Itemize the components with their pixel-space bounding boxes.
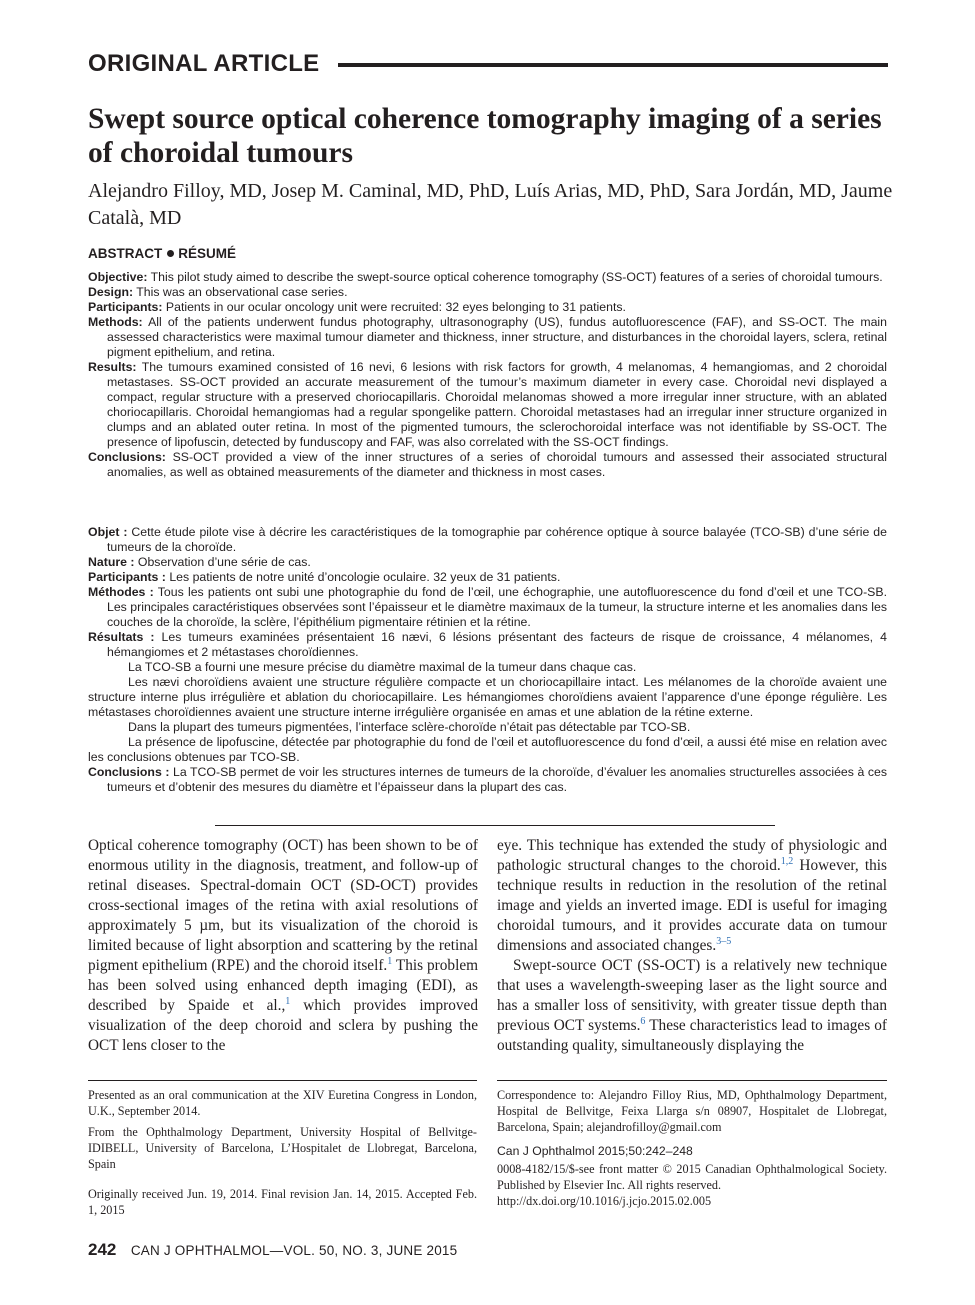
abstract-results [88,360,887,450]
abstract-heading [88,246,236,261]
abstract-text: This pilot study aimed to describe the swept-source optical coherence tomography (SS-OCT) features of a series of choroidal tumours. [147,270,883,284]
page-number: 242 [88,1240,117,1259]
footnotes-right [497,1087,887,1214]
article-title: Swept source optical coherence tomography imaging of a series of choroidal tumours [88,103,882,169]
copyright-note: 0008-4182/15/$-see front matter © 2015 Canadian Ophthalmological Society. Published by Elsevier Inc. All rights reserved. [497,1162,887,1192]
abstract-label: Conclusions: [88,450,166,464]
abstract-heading-fr: RÉSUMÉ [178,246,237,261]
resume-resultats-cont [88,720,887,735]
resume-text: Tous les patients ont subi une photographie du fond de l’œil, une échographie, une autofluorescence du fond d’œil et une TCO-SB. Les principales caractéristiques observées sont l’épaisseur et le diamètre maximaux de la tumeur, la structure interne et les anomalies dans les couches de la choroïde, la sclère, l’épithélium pigmentaire rétinien et la rétine. [107,585,887,629]
abstract-text: Patients in our ocular oncology unit were recruited: 32 eyes belonging to 31 patients. [162,300,626,314]
body-paragraph [88,836,478,1056]
resume-conclusions [88,765,887,795]
abstract-label: Results: [88,360,137,374]
correspondence-note: Correspondence to: Alejandro Filloy Rius, MD, Ophthalmology Department, Hospital de Bellvitge, Feixa Llarga s/n 08907, Hospitalet de Llobregat, Barcelona, Spain; alejandrofilloy@gmail.com [497,1088,887,1134]
resume-text: Observation d’une série de cas. [134,555,311,569]
bullet-icon [167,250,174,257]
reference-link[interactable]: 1 [285,995,291,1007]
citation: Can J Ophthalmol 2015;50:242–248 [497,1144,693,1158]
body-column-left [88,836,478,1056]
abstract-french [88,525,887,795]
body-text: However, this technique results in reduction in the resolution of the retinal image and yields an inverted image. EDI is useful for imaging choroidal tumours, and it provides accurate data on tumour dimensions and associated changes. [497,857,887,954]
resume-objet [88,525,887,555]
resume-methodes [88,585,887,630]
reference-link[interactable]: 6 [640,1015,646,1027]
resume-label: Méthodes : [88,585,154,599]
resume-nature [88,555,887,570]
presented-note: Presented as an oral communication at the XIV Euretina Congress in London, U.K., September 2014. [88,1088,477,1118]
body-column-right [497,836,887,1056]
abstract-text: SS-OCT provided a view of the inner structures of a series of choroidal tumours and assessed their associated structural anomalies, as well as obtained measurements of the diameter and thickness in most cases. [107,450,887,479]
footnote-rule [88,1080,477,1081]
resume-text: Les tumeurs examinées présentaient 16 nævi, 6 lésions présentant des facteurs de risque de croissance, 4 mélanomes, 4 hémangiomes et 2 métastases choroïdiennes. [107,630,887,659]
body-paragraph [497,956,887,1056]
section-rule [338,63,888,67]
footnote-rule [497,1080,887,1081]
abstract-participants [88,300,887,315]
abstract-conclusions [88,450,887,480]
body-text: These characteristics lead to images of outstanding quality, simultaneously displaying the [497,1017,887,1054]
body-text: which provides improved visualization of the deep choroid and sclera by pushing the OCT lens closer to the [88,997,478,1054]
resume-text: La TCO-SB a fourni une mesure précise du diamètre maximal de la tumeur dans chaque cas. [128,660,637,674]
resume-resultats [88,630,887,660]
body-text: Optical coherence tomography (OCT) has been shown to be of enormous utility in the diagnosis, treatment, and follow-up of retinal diseases. Spectral-domain OCT (SD-OCT) provides cross-sectional images of the retina with axial resolutions of approximately 5 µm, but its visualization of the choroid is limited because of light absorption and scattering by the retinal pigment epithelium (RPE) and the choroid itself. [88,837,478,974]
abstract-text: All of the patients underwent fundus photography, ultrasonography (US), fundus autofluorescence (FAF), and SS-OCT. The main assessed characteristics were maximal tumour diameter and thickness, inner structure, and disturbances in the choroidal layers, sclera, retinal pigment epithelium, and retina. [107,315,887,359]
resume-text: Cette étude pilote vise à décrire les caractéristiques de la tomographie par cohérence optique à source balayée (TCO-SB) d’une série de tumeurs de la choroïde. [107,525,887,554]
affiliation-note: From the Ophthalmology Department, University Hospital of Bellvitge-IDIBELL, University of Barcelona, L’Hospitalet de Llobregat, Barcelona, Spain [88,1125,477,1171]
resume-text: La présence de lipofuscine, détectée par photographie du fond de l’œil et autofluorescence du fond d’œil, a aussi été mise en relation avec les conclusions obtenues par TCO-SB. [88,735,887,764]
resume-text: Les patients de notre unité d’oncologie oculaire. 32 yeux de 31 patients. [165,570,561,584]
abstract-heading-en: ABSTRACT [88,246,163,261]
resume-resultats-cont [88,675,887,720]
resume-participants [88,570,887,585]
body-text: This problem has been solved using enhanced depth imaging (EDI), as described by Spaide et al., [88,957,479,1014]
abstract-label: Design: [88,285,134,299]
resume-label: Conclusions : [88,765,170,779]
author-list: Alejandro Filloy, MD, Josep M. Caminal, MD, PhD, Luís Arias, MD, PhD, Sara Jordán, MD, Jaume Català, MD [88,180,893,229]
body-paragraph [497,836,887,956]
reference-link[interactable]: 1,2 [780,855,794,867]
abstract-label: Participants: [88,300,163,314]
resume-resultats-cont [88,735,887,765]
abstract-label: Objective: [88,270,148,284]
reference-link[interactable]: 3–5 [716,935,732,947]
received-note: Originally received Jun. 19, 2014. Final revision Jan. 14, 2015. Accepted Feb. 1, 2015 [88,1187,477,1217]
resume-text: Les nævi choroïdiens avaient une structure régulière compacte et un choriocapillaire intact. Les mélanomes de la choroïde avaient une structure interne plus irrégulière et ablation du choriocapillaire. Les hémangiomes choroïdiens avaient l’apparence d’une éponge régulière. Les métastases choroïdiennes avaient une structure interne irrégulière organisée en amas et une ablation de la rétine externe. [88,675,887,719]
abstract-text: The tumours examined consisted of 16 nevi, 6 lesions with risk factors for growth, 4 melanomas, 4 hemangiomas, and 2 choroidal metastases. SS-OCT provided an accurate measurement of the tumour’s maximum diameter in every case. Choroidal nevi displayed a compact, regular structure with a preserved choriocapillaris. Choroidal melanomas showed a more irregular inner structure, with an ablated choriocapillaris. Choroidal hemangiomas had a regular spongelike pattern. Choroidal metastases had an irregular inner structure organized in clumps and an ablated outer retina. In most of the pigmented tumours, the sclerochoroidal interface was not identifiable by SS-OCT. The presence of lipofuscin, detected by funduscopy and FAF, was also correlated with the SS-OCT findings. [107,360,887,449]
journal-info: CAN J OPHTHALMOL—VOL. 50, NO. 3, JUNE 2015 [130,1243,458,1258]
resume-label: Objet : [88,525,128,539]
abstract-design [88,285,887,300]
abstract-methods [88,315,887,360]
section-header [88,50,888,80]
abstract-divider [215,825,775,826]
resume-label: Nature : [88,555,135,569]
resume-text: Dans la plupart des tumeurs pigmentées, l’interface sclère-choroïde n’était pas détectable par TCO-SB. [128,720,691,734]
body-text: Swept-source OCT (SS-OCT) is a relatively new technique that uses a wavelength-sweeping laser as the light source and has a smaller loss of sensitivity, with greater tissue depth than previous OCT systems. [497,957,887,1034]
body-text: eye. This technique has extended the study of physiologic and pathologic structural changes to the choroid. [497,837,887,874]
abstract-text: This was an observational case series. [133,285,348,299]
abstract-label: Methods: [88,315,143,329]
resume-resultats-cont [88,660,887,675]
page-footer [88,1240,457,1260]
abstract-english [88,270,887,480]
doi-link[interactable]: http://dx.doi.org/10.1016/j.jcjo.2015.02.005 [497,1194,712,1208]
section-label: ORIGINAL ARTICLE [88,50,320,77]
resume-text: La TCO-SB permet de voir les structures internes de tumeurs de la choroïde, d’évaluer les anomalies structurelles associées à ces tumeurs et d’obtenir des mesures du diamètre et l’épaisseur dans la plupart des cas. [107,765,887,794]
abstract-objective [88,270,887,285]
footnotes-left [88,1087,477,1223]
resume-label: Résultats : [88,630,155,644]
resume-label: Participants : [88,570,166,584]
reference-link[interactable]: 1 [387,955,393,967]
